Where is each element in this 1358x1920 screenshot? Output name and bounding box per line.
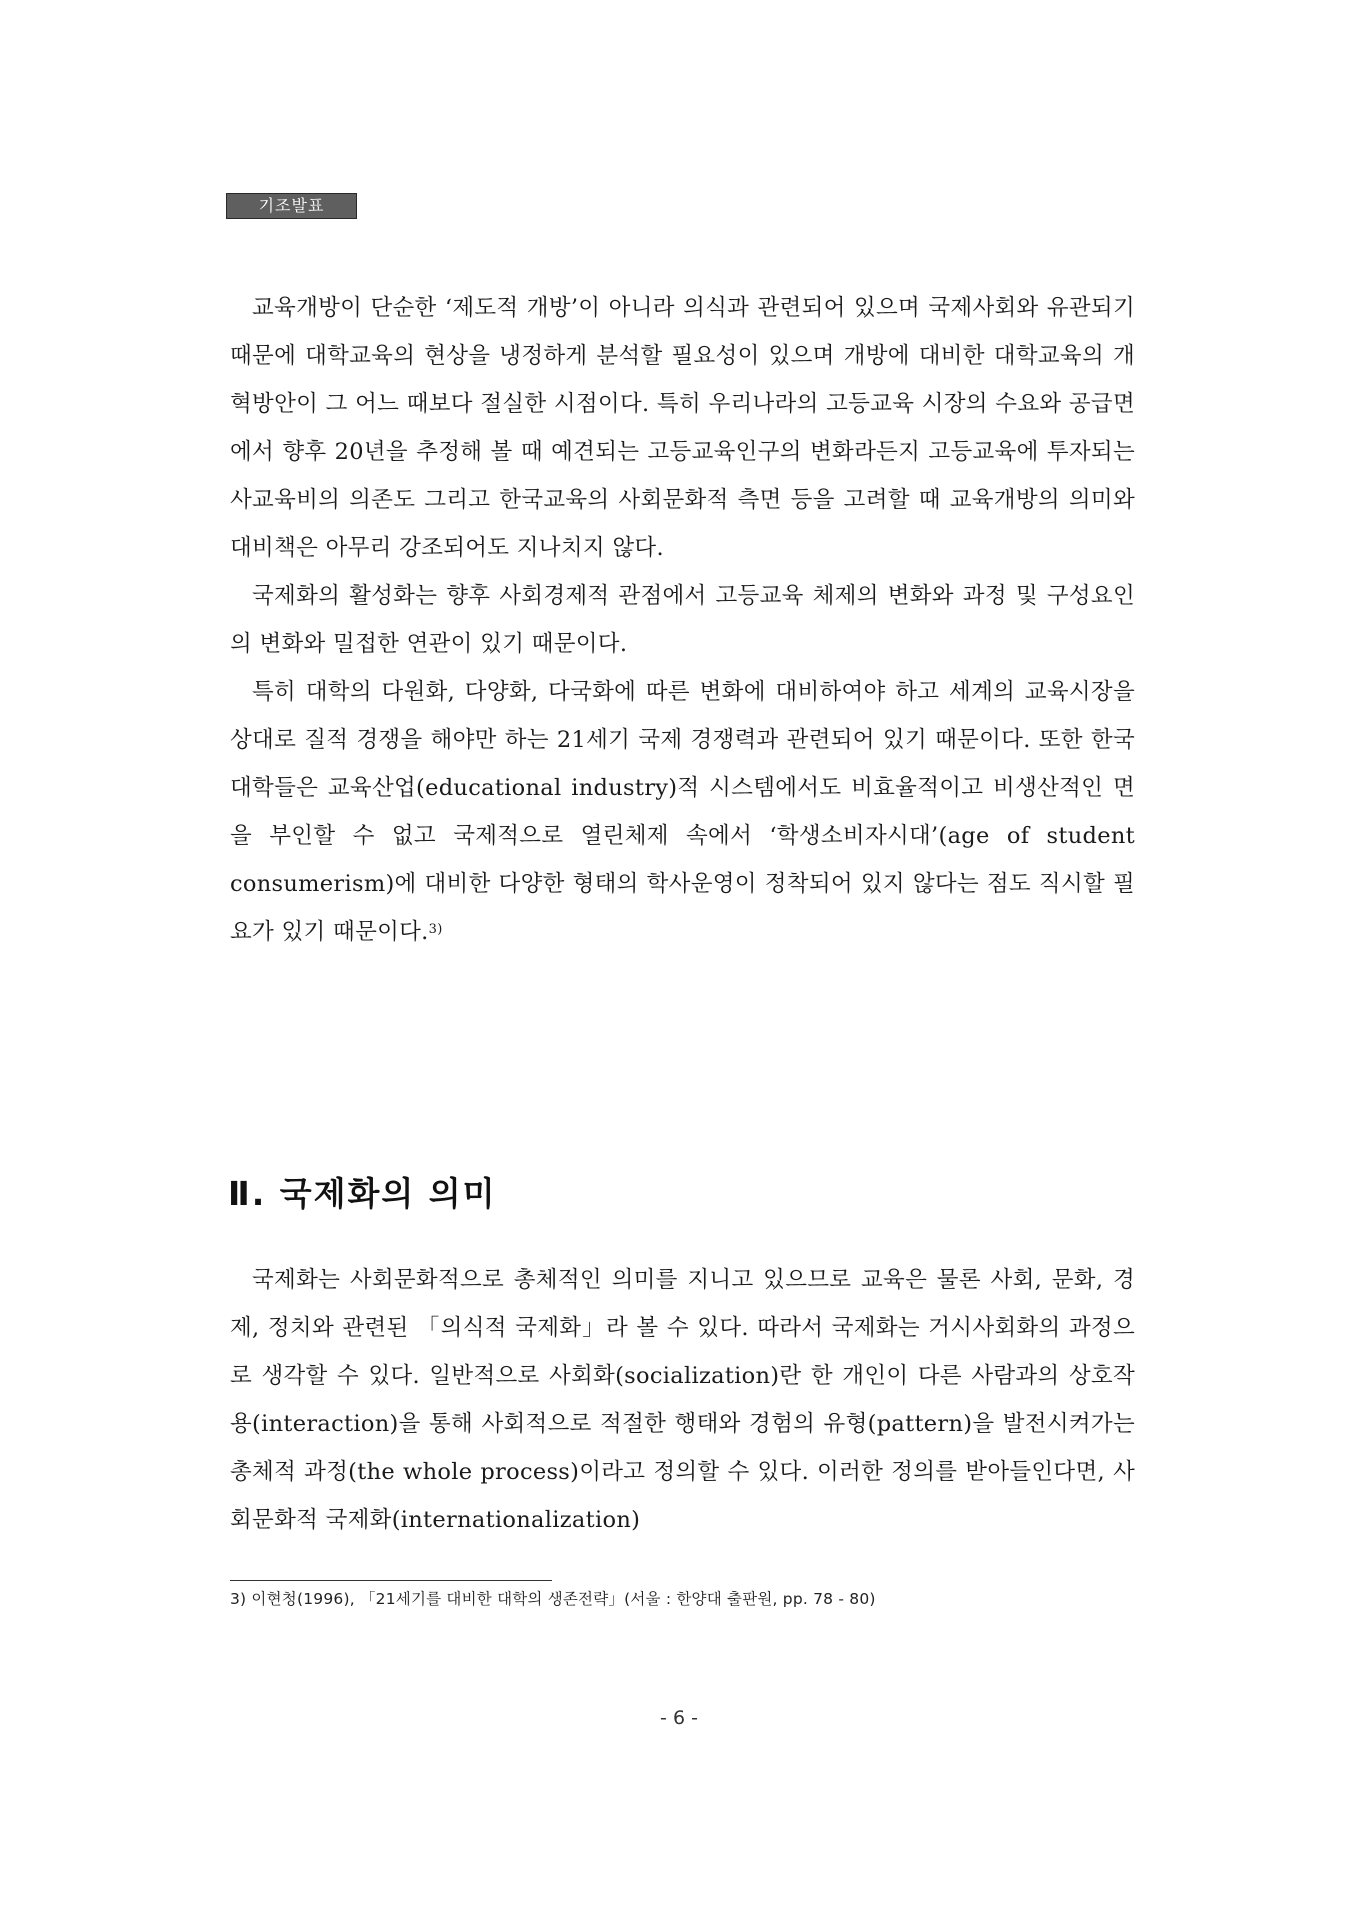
footnote: 3) 이현청(1996), 「21세기를 대비한 대학의 생존전략」(서울 : 한양대 출판원, pp. 78 - 80) [230, 1590, 876, 1608]
paragraph-4: 국제화는 사회문화적으로 총체적인 의미를 지니고 있으므로 교육은 물론 사회, 문화, 경제, 정치와 관련된 「의식적 국제화」라 볼 수 있다. 따라서 국제화는 거시사회화의 과정으로 생각할 수 있다. 일반적으로 사회화(socialization)란 한 개인이 다른 사람과의 상호작용(interaction)을 통해 사회적으로 적절한 행태와 경험의 유형(pattern)을 발전시켜가는 총체적 과정(the whole process)이라고 정의할 수 있다. 이러한 정의를 받아들인다면, 사회문화적 국제화(internationalization) [230, 1267, 1135, 1533]
section-heading: Ⅱ. 국제화의 의미 [228, 1174, 497, 1213]
paragraph-3 [230, 668, 1135, 956]
paragraph-1: 교육개방이 단순한 ‘제도적 개방’이 아니라 의식과 관련되어 있으며 국제사회와 유관되기 때문에 대학교육의 현상을 냉정하게 분석할 필요성이 있으며 개방에 대비한 대학교육의 개혁방안이 그 어느 때보다 절실한 시점이다. 특히 우리나라의 고등교육 시장의 수요와 공급면에서 향후 20년을 추정해 볼 때 예견되는 고등교육인구의 변화라든지 고등교육에 투자되는 사교육비의 의존도 그리고 한국교육의 사회문화적 측면 등을 고려할 때 교육개방의 의미와 대비책은 아무리 강조되어도 지나치지 않다. [230, 295, 1135, 561]
section-tag: 기조발표 [226, 193, 357, 219]
paragraph-2: 국제화의 활성화는 향후 사회경제적 관점에서 고등교육 체제의 변화와 과정 및 구성요인의 변화와 밀접한 연관이 있기 때문이다. [230, 583, 1135, 657]
body-text-bottom [230, 1256, 1135, 1544]
paragraph-3-text: 특히 대학의 다원화, 다양화, 다국화에 따른 변화에 대비하여야 하고 세계의 교육시장을 상대로 질적 경쟁을 해야만 하는 21세기 국제 경쟁력과 관련되어 있기 때문이다. 또한 한국 대학들은 교육산업(educational industry)적 시스템에서도 비효율적이고 비생산적인 면을 부인할 수 없고 국제적으로 열린체제 속에서 ‘학생소비자시대’(age of student consumerism)에 대비한 다양한 형태의 학사운영이 정착되어 있지 않다는 점도 직시할 필요가 있기 때문이다. [230, 679, 1135, 945]
page-number: - 6 - [660, 1707, 698, 1729]
body-text-top [230, 284, 1135, 956]
footnote-divider [230, 1580, 552, 1581]
footnote-reference: 3) [428, 922, 443, 937]
